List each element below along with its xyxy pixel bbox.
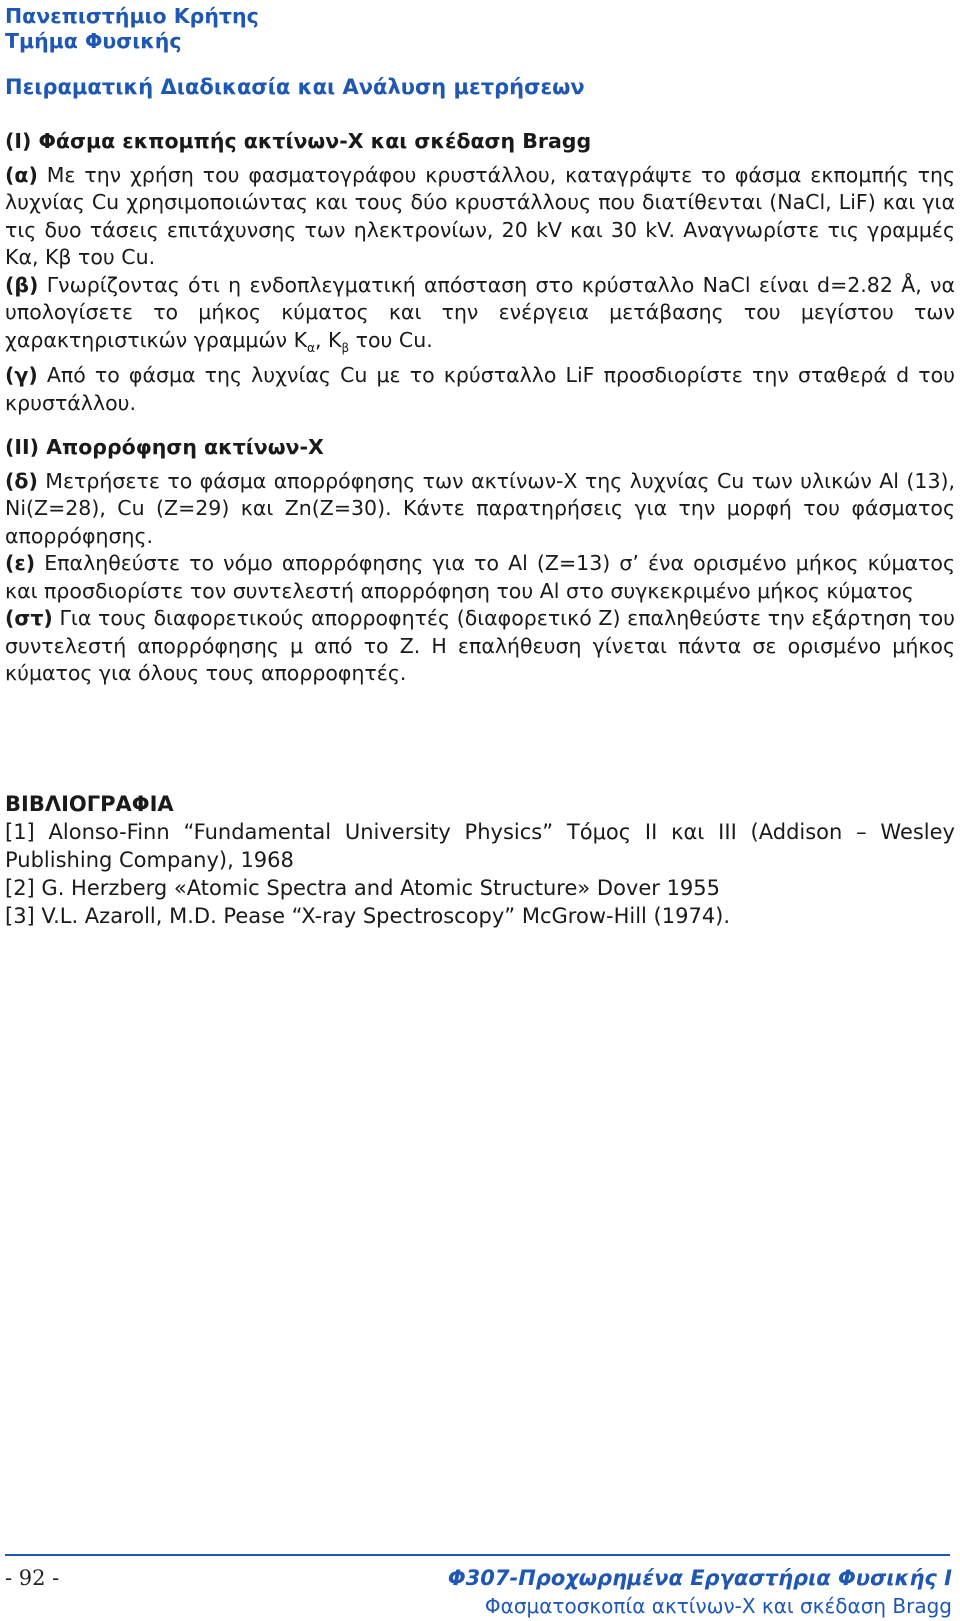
sub-alpha: α — [307, 340, 315, 355]
reference-1: [1] Alonso-Finn “Fundamental University Physics” Τόμος ΙΙ και ΙΙΙ (Addison – Wesley Publishing Company), 1968 — [5, 820, 955, 872]
paragraph-c — [5, 362, 955, 417]
paragraph-b — [5, 272, 955, 363]
text-a: Με την χρήση του φασματογράφου κρυστάλλου, καταγράψτε το φάσμα εκπομπής της λυχνίας Cu χρησιμοποιώντας και τους δύο κρυστάλλους που διατίθενται (NaCl, LiF) και για τις δυο τάσεις επιτάχυνσης των ηλεκτρονίων, 20 kV και 30 kV. Αναγνωρίστε τις γραμμές Κα, Κβ του Cu. — [5, 162, 955, 269]
part2-block — [5, 434, 955, 688]
paragraph-e — [5, 550, 955, 605]
reference-3: [3] V.L. Azaroll, M.D. Pease “X-ray Spectroscopy” McGrow-Hill (1974). — [5, 904, 731, 928]
reference-2: [2] G. Herzberg «Atomic Spectra and Atomic Structure» Dover 1955 — [5, 876, 721, 900]
sub-beta: β — [341, 340, 350, 355]
text-b-3: του Cu. — [349, 327, 433, 352]
label-st: (στ) — [5, 606, 53, 630]
department-name: Τμήμα Φυσικής — [5, 29, 182, 53]
label-a: (α) — [5, 162, 38, 187]
paragraph-d — [5, 468, 955, 551]
paragraph-a — [5, 162, 955, 272]
footer-subtitle: Φασματοσκοπία ακτίνων-Χ και σκέδαση Bragg — [484, 1594, 952, 1618]
bibliography-title: ΒΙΒΛΙΟΓΡΑΦΙΑ — [5, 792, 174, 816]
text-st: Για τους διαφορετικούς απορροφητές (διαφορετικό Ζ) επαληθεύστε την εξάρτηση του συντελεστή απορρόφησης μ από το Ζ. Η επαλήθευση γίνεται πάντα σε ορισμένο μήκος κύματος για όλους τους απορροφητές. — [5, 606, 955, 685]
label-e: (ε) — [5, 551, 36, 575]
university-name: Πανεπιστήμιο Κρήτης — [5, 4, 259, 28]
text-b-2: , Κ — [314, 327, 342, 352]
section-title: Πειραματική Διαδικασία και Ανάλυση μετρήσεων — [5, 75, 585, 99]
text-d: Μετρήσετε το φάσμα απορρόφησης των ακτίνων-Χ της λυχνίας Cu των υλικών Al (13), Ni(Z=28), Cu (Z=29) και Zn(Z=30). Κάντε παρατηρήσεις για την μορφή του φάσματος απορρόφησης. — [5, 468, 955, 548]
footer-divider — [5, 1554, 950, 1556]
part1-heading: (Ι) Φάσμα εκπομπής ακτίνων-Χ και σκέδαση Bragg — [5, 129, 592, 153]
paragraph-st — [5, 605, 955, 688]
footer-course: Φ307-Προχωρημένα Εργαστήρια Φυσικής Ι — [447, 1566, 952, 1590]
part1-block — [5, 128, 955, 417]
text-e: Επαληθεύστε το νόμο απορρόφησης για το Al (Z=13) σ’ ένα ορισμένο μήκος κύματος και προσδιορίστε τον συντελεστή απορρόφηση του Al στο συγκεκριμένο μήκος κύματος — [5, 551, 955, 603]
text-b-1: Γνωρίζοντας ότι η ενδοπλεγματική απόσταση στο κρύσταλλο NaCl είναι d=2.82 Å, να υπολογίσετε το μήκος κύματος και την ενέργεια μετάβασης του μεγίστου των χαρακτηριστικών γραμμών Κ — [5, 272, 955, 352]
page-number: - 92 - — [5, 1566, 60, 1590]
part2-heading: (ΙΙ) Απορρόφηση ακτίνων-Χ — [5, 435, 324, 459]
label-d: (δ) — [5, 468, 38, 493]
text-c: Από το φάσμα της λυχνίας Cu με το κρύσταλλο LiF προσδιορίστε την σταθερά d του κρυστάλλου. — [5, 363, 955, 415]
header-university — [5, 4, 259, 54]
label-c: (γ) — [5, 363, 38, 388]
label-b: (β) — [5, 272, 39, 297]
bibliography — [5, 790, 955, 930]
